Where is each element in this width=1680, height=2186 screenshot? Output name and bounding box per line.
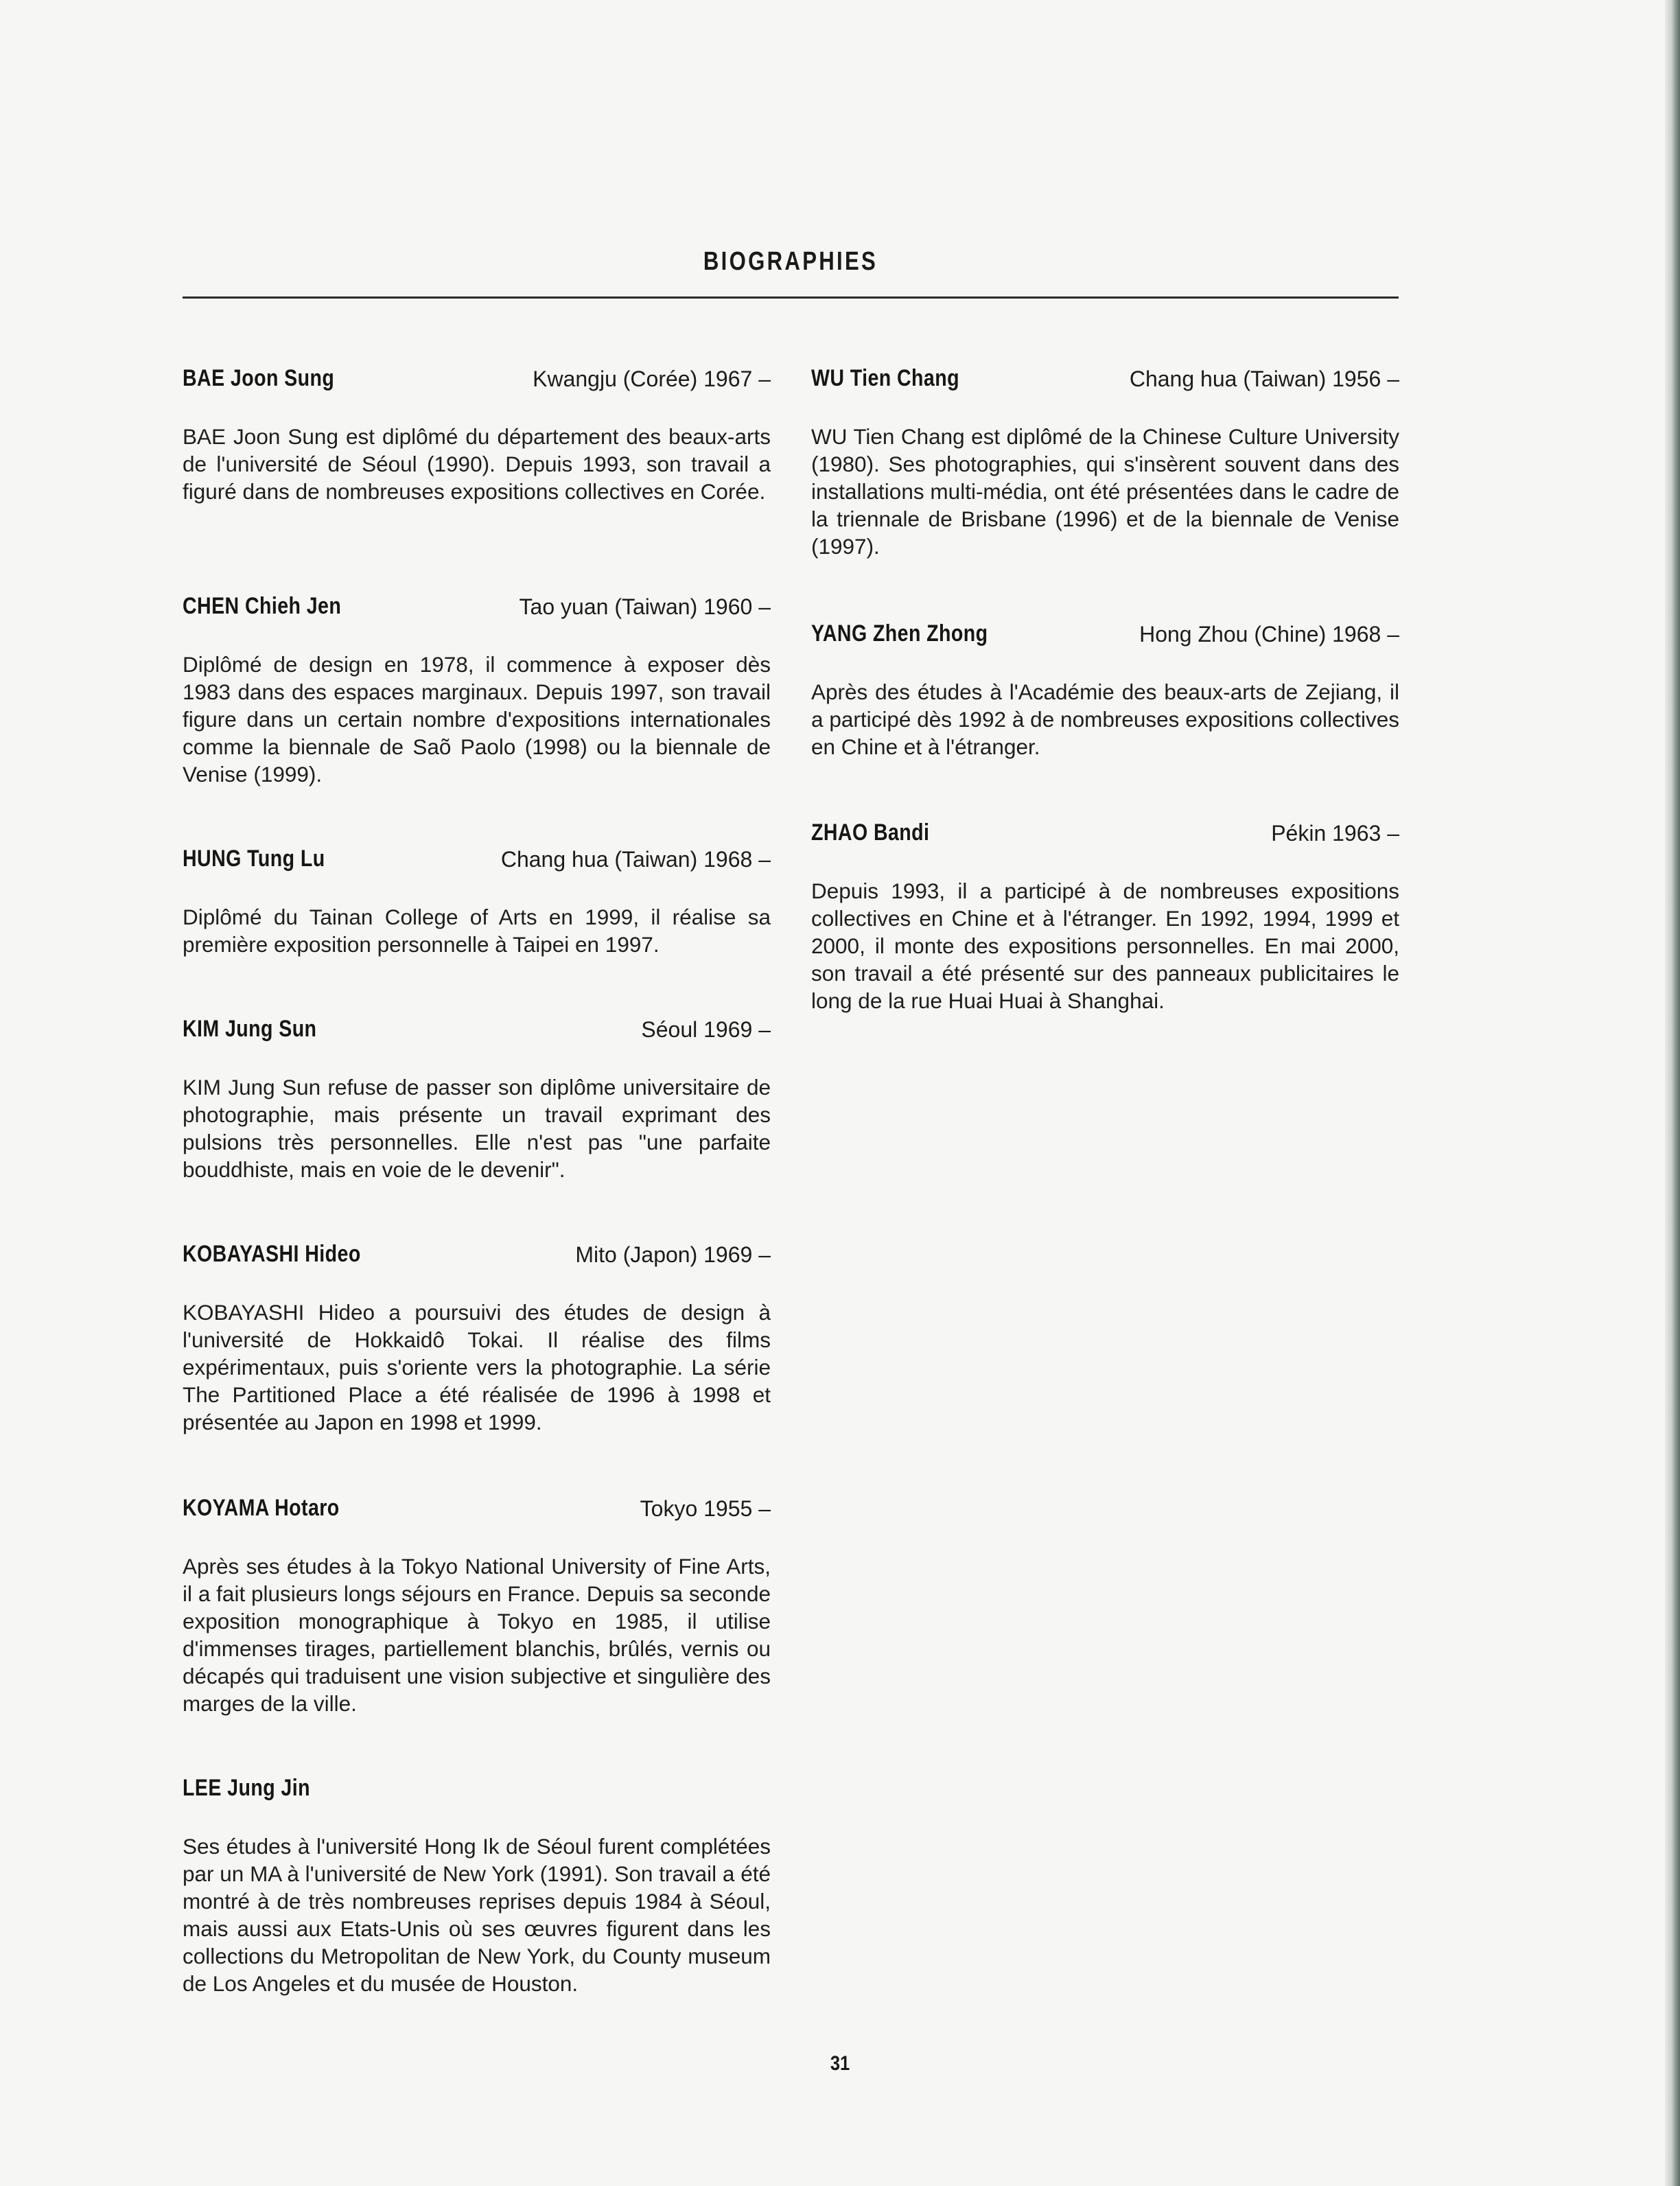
artist-origin: Séoul 1969 –	[641, 1017, 771, 1042]
bio-entry	[183, 593, 771, 788]
artist-biography: KIM Jung Sun refuse de passer son diplôme universitaire de photographie, mais présente un travail exprimant des pulsions très personnelles. Elle n'est pas "une parfaite bouddhiste, mais en voie de le devenir".	[183, 1075, 771, 1182]
bio-entry	[183, 846, 771, 958]
artist-name: KIM Jung Sun	[183, 1016, 317, 1042]
artist-biography: Après ses études à la Tokyo National University of Fine Arts, il a fait plusieurs longs séjours en France. Depuis sa seconde exposition monographique à Tokyo en 1985, il utilise d'immenses tirages, partiellement blanchis, brûlés, vernis ou décapés qui traduisent une vision subjective et singulière des marges de la ville.	[183, 1554, 771, 1716]
artist-biography: Diplômé de design en 1978, il commence à exposer dès 1983 dans des espaces marginaux. Depuis 1997, son travail figure dans un certain nombre d'expositions internationales comme la biennale de Saõ Paolo (1998) ou la biennale de Venise (1999).	[183, 652, 771, 787]
artist-biography: KOBAYASHI Hideo a poursuivi des études de design à l'université de Hokkaidô Tokai. Il réalise des films expérimentaux, puis s'oriente vers la photographie. La série The Partitioned Place a été réalisée de 1996 à 1998 et présentée au Japon en 1998 et 1999.	[183, 1300, 771, 1434]
artist-name: KOBAYASHI Hideo	[183, 1241, 361, 1267]
artist-origin: Chang hua (Taiwan) 1968 –	[500, 847, 771, 872]
artist-name: KOYAMA Hotaro	[183, 1495, 340, 1521]
artist-biography: Depuis 1993, il a participé à de nombreuses expositions collectives en Chine et à l'étranger. En 1992, 1994, 1999 et 2000, il monte des expositions personnelles. En mai 2000, son travail a été présenté sur des panneaux publicitaires le long de la rue Huai Huai à Shanghai.	[811, 879, 1399, 1013]
artist-name: YANG Zhen Zhong	[811, 620, 988, 647]
artist-name: WU Tien Chang	[811, 365, 959, 391]
artist-biography: Ses études à l'université Hong Ik de Séoul furent complétées par un MA à l'université de New York (1991). Son travail a été montré à de très nombreuses reprises depuis 1984 à Séoul, mais aussi aux Etats-Unis où ses œuvres figurent dans les collections du Metropolitan de New York, du County museum de Los Angeles et du musée de Houston.	[183, 1834, 771, 1996]
artist-name: ZHAO Bandi	[811, 819, 930, 846]
artist-origin: Hong Zhou (Chine) 1968 –	[1139, 622, 1399, 647]
artist-origin: Mito (Japon) 1969 –	[575, 1242, 771, 1267]
page-number: 31	[830, 2052, 850, 2075]
artist-biography: WU Tien Chang est diplômé de la Chinese Culture University (1980). Ses photographies, qui s'insèrent souvent dans des installations multi-média, ont été présentées dans le cadre de la triennale de Brisbane (1996) et de la biennale de Venise (1997).	[811, 424, 1399, 559]
bio-entry	[811, 819, 1399, 1014]
bio-entry	[811, 620, 1399, 760]
bio-entry	[183, 1241, 771, 1436]
artist-origin: Chang hua (Taiwan) 1956 –	[1129, 367, 1399, 391]
page-header	[183, 242, 1399, 299]
page-binding-edge	[1665, 0, 1680, 2186]
artist-origin: Kwangju (Corée) 1967 –	[533, 367, 771, 391]
artist-name: HUNG Tung Lu	[183, 846, 325, 872]
bio-entry	[811, 365, 1399, 560]
bio-entry	[183, 1775, 771, 1997]
artist-name: LEE Jung Jin	[183, 1775, 310, 1801]
artist-origin: Tao yuan (Taiwan) 1960 –	[519, 594, 771, 619]
artist-origin: Tokyo 1955 –	[640, 1496, 771, 1521]
artist-biography: Après des études à l'Académie des beaux-arts de Zejiang, il a participé dès 1992 à de nombreuses expositions collectives en Chine et à l'étranger.	[811, 679, 1399, 759]
bio-entry	[183, 1016, 771, 1183]
page-title: BIOGRAPHIES	[703, 247, 878, 276]
bio-entry	[183, 1495, 771, 1717]
bio-entry	[183, 365, 771, 505]
artist-origin: Pékin 1963 –	[1271, 821, 1399, 846]
artist-biography: BAE Joon Sung est diplômé du département des beaux-arts de l'université de Séoul (1990). Depuis 1993, son travail a figuré dans de nombreuses expositions collectives en Corée.	[183, 424, 771, 504]
artist-name: CHEN Chieh Jen	[183, 593, 342, 619]
artist-name: BAE Joon Sung	[183, 365, 335, 391]
artist-biography: Diplômé du Tainan College of Arts en 1999, il réalise sa première exposition personnelle à Taipei en 1997.	[183, 905, 771, 957]
